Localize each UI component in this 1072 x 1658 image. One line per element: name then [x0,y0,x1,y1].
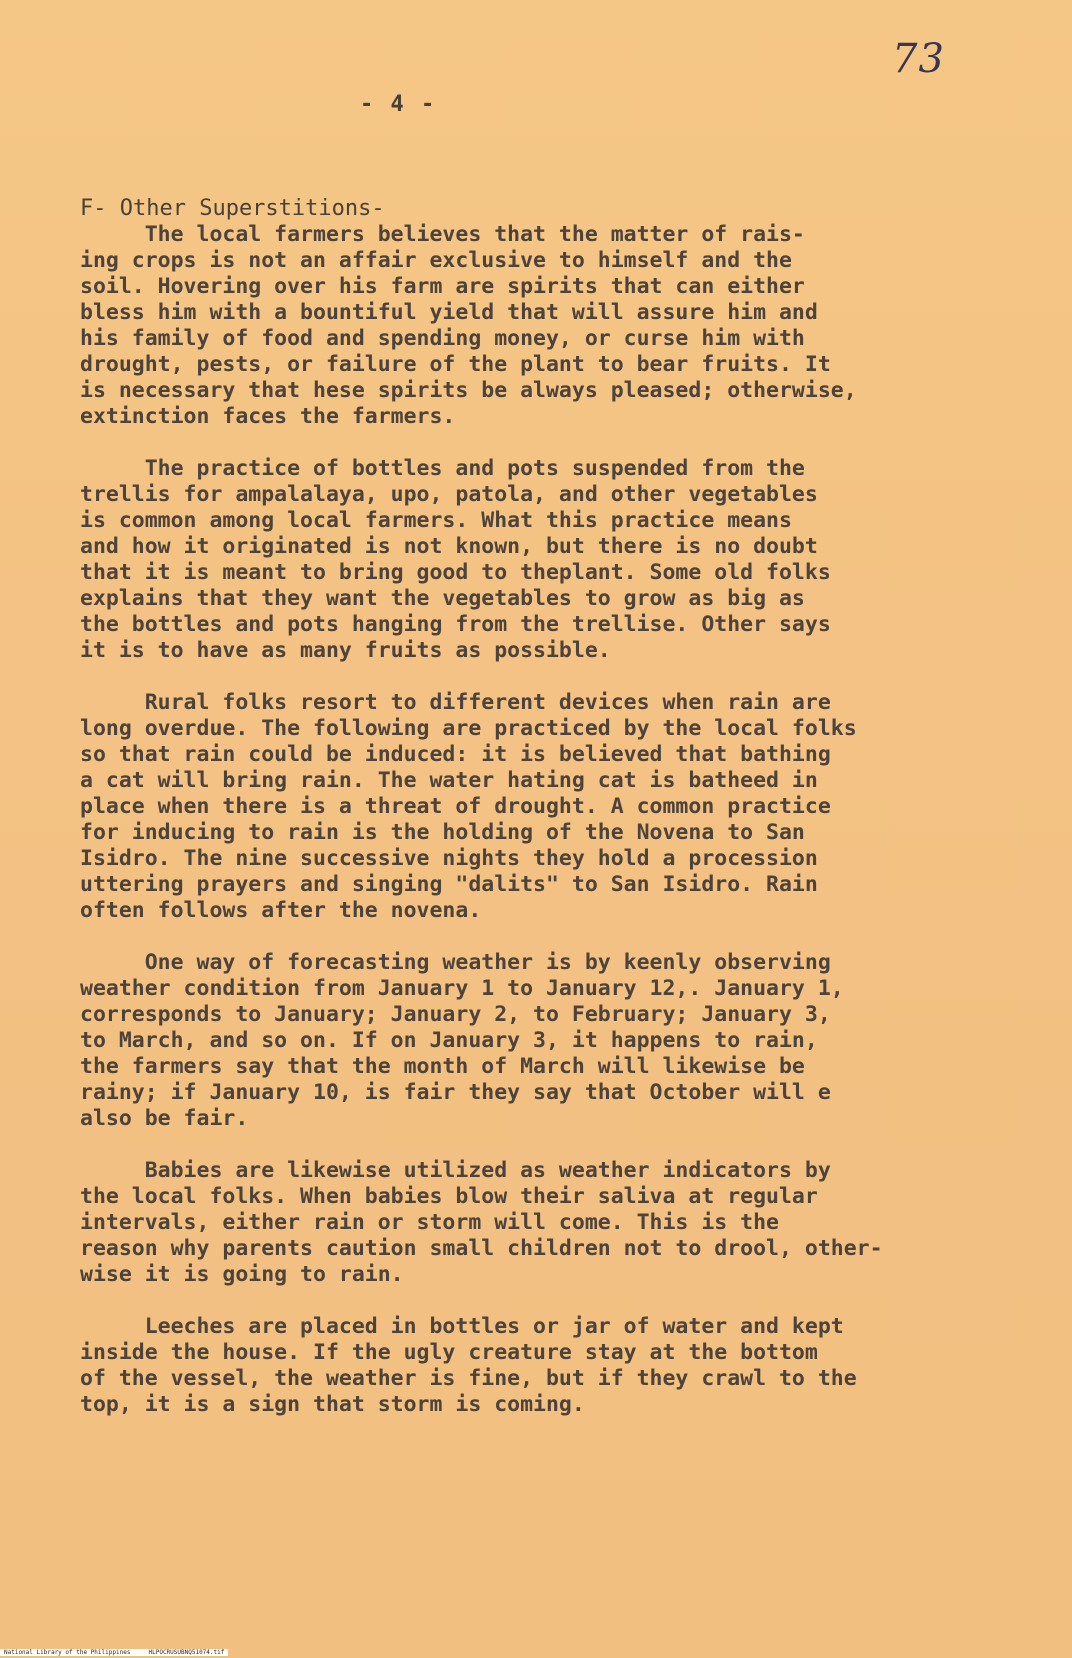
text-line: long overdue. The following are practiced by the local folks [80,716,857,741]
text-line: trellis for ampalalaya, upo, patola, and other vegetables [80,482,818,507]
text-line: the local folks. When babies blow their saliva at regular [80,1184,818,1209]
footer-library-name: National Library of the Philippines [4,1649,131,1656]
text-line: and how it originated is not known, but there is no doubt [80,534,818,559]
text-line: to March, and so on. If on January 3, it happens to rain, [80,1028,818,1053]
footer-file-id: HLPOCRUSUBNQ51074.tif [148,1649,225,1656]
text-line: so that rain could be induced: it is believed that bathing [80,742,831,767]
text-line: is necessary that hese spirits be always pleased; otherwise, [80,378,857,403]
text-line: intervals, either rain or storm will come. This is the [80,1210,779,1235]
text-line: corresponds to January; January 2, to February; January 3, [80,1002,831,1027]
scan-footer [0,1649,228,1656]
text-line: weather condition from January 1 to January 12,. January 1, [80,976,844,1001]
text-line: wise it is going to rain. [80,1262,404,1287]
text-line: drought, pests, or failure of the plant to bear fruits. It [80,352,831,377]
text-line: also be fair. [80,1106,249,1131]
text-line: often follows after the novena. [80,898,482,923]
paragraph [80,950,1040,1132]
paragraph [80,456,1040,664]
text-line: The practice of bottles and pots suspended from the [80,456,805,481]
text-line: extinction faces the farmers. [80,404,456,429]
paragraph [80,222,1040,430]
text-line: Isidro. The nine successive nights they hold a procession [80,846,818,871]
text-line: The local farmers believes that the matter of rais- [80,222,805,247]
typed-page-marker: - 4 - [360,92,437,117]
text-line: inside the house. If the ugly creature stay at the bottom [80,1340,818,1365]
typed-text-body [80,196,1040,1444]
text-line: One way of forecasting weather is by keenly observing [80,950,831,975]
text-line: Rural folks resort to different devices when rain are [80,690,831,715]
handwritten-page-number: 73 [892,36,945,82]
text-line: Babies are likewise utilized as weather indicators by [80,1158,831,1183]
paragraph [80,690,1040,924]
text-line: it is to have as many fruits as possible. [80,638,611,663]
text-line: rainy; if January 10, is fair they say that October will e [80,1080,831,1105]
text-line: Leeches are placed in bottles or jar of water and kept [80,1314,844,1339]
text-line: his family of food and spending money, or curse him with [80,326,805,351]
paragraph [80,1158,1040,1288]
paragraph [80,1314,1040,1418]
text-line: uttering prayers and singing "dalits" to San Isidro. Rain [80,872,818,897]
text-line: reason why parents caution small children not to drool, other- [80,1236,883,1261]
text-line: for inducing to rain is the holding of the Novena to San [80,820,805,845]
text-line: that it is meant to bring good to theplant. Some old folks [80,560,831,585]
text-line: bless him with a bountiful yield that will assure him and [80,300,818,325]
text-line: the bottles and pots hanging from the trellise. Other says [80,612,831,637]
paragraph-list [80,222,1040,1418]
text-line: is common among local farmers. What this practice means [80,508,792,533]
text-line: of the vessel, the weather is fine, but if they crawl to the [80,1366,857,1391]
text-line: soil. Hovering over his farm are spirits that can either [80,274,805,299]
text-line: place when there is a threat of drought. A common practice [80,794,831,819]
text-line: top, it is a sign that storm is coming. [80,1392,585,1417]
text-line: ing crops is not an affair exclusive to himself and the [80,248,792,273]
section-heading: F- Other Superstitions- [80,196,385,221]
text-line: the farmers say that the month of March will likewise be [80,1054,805,1079]
text-line: explains that they want the vegetables to grow as big as [80,586,805,611]
text-line: a cat will bring rain. The water hating cat is batheed in [80,768,818,793]
